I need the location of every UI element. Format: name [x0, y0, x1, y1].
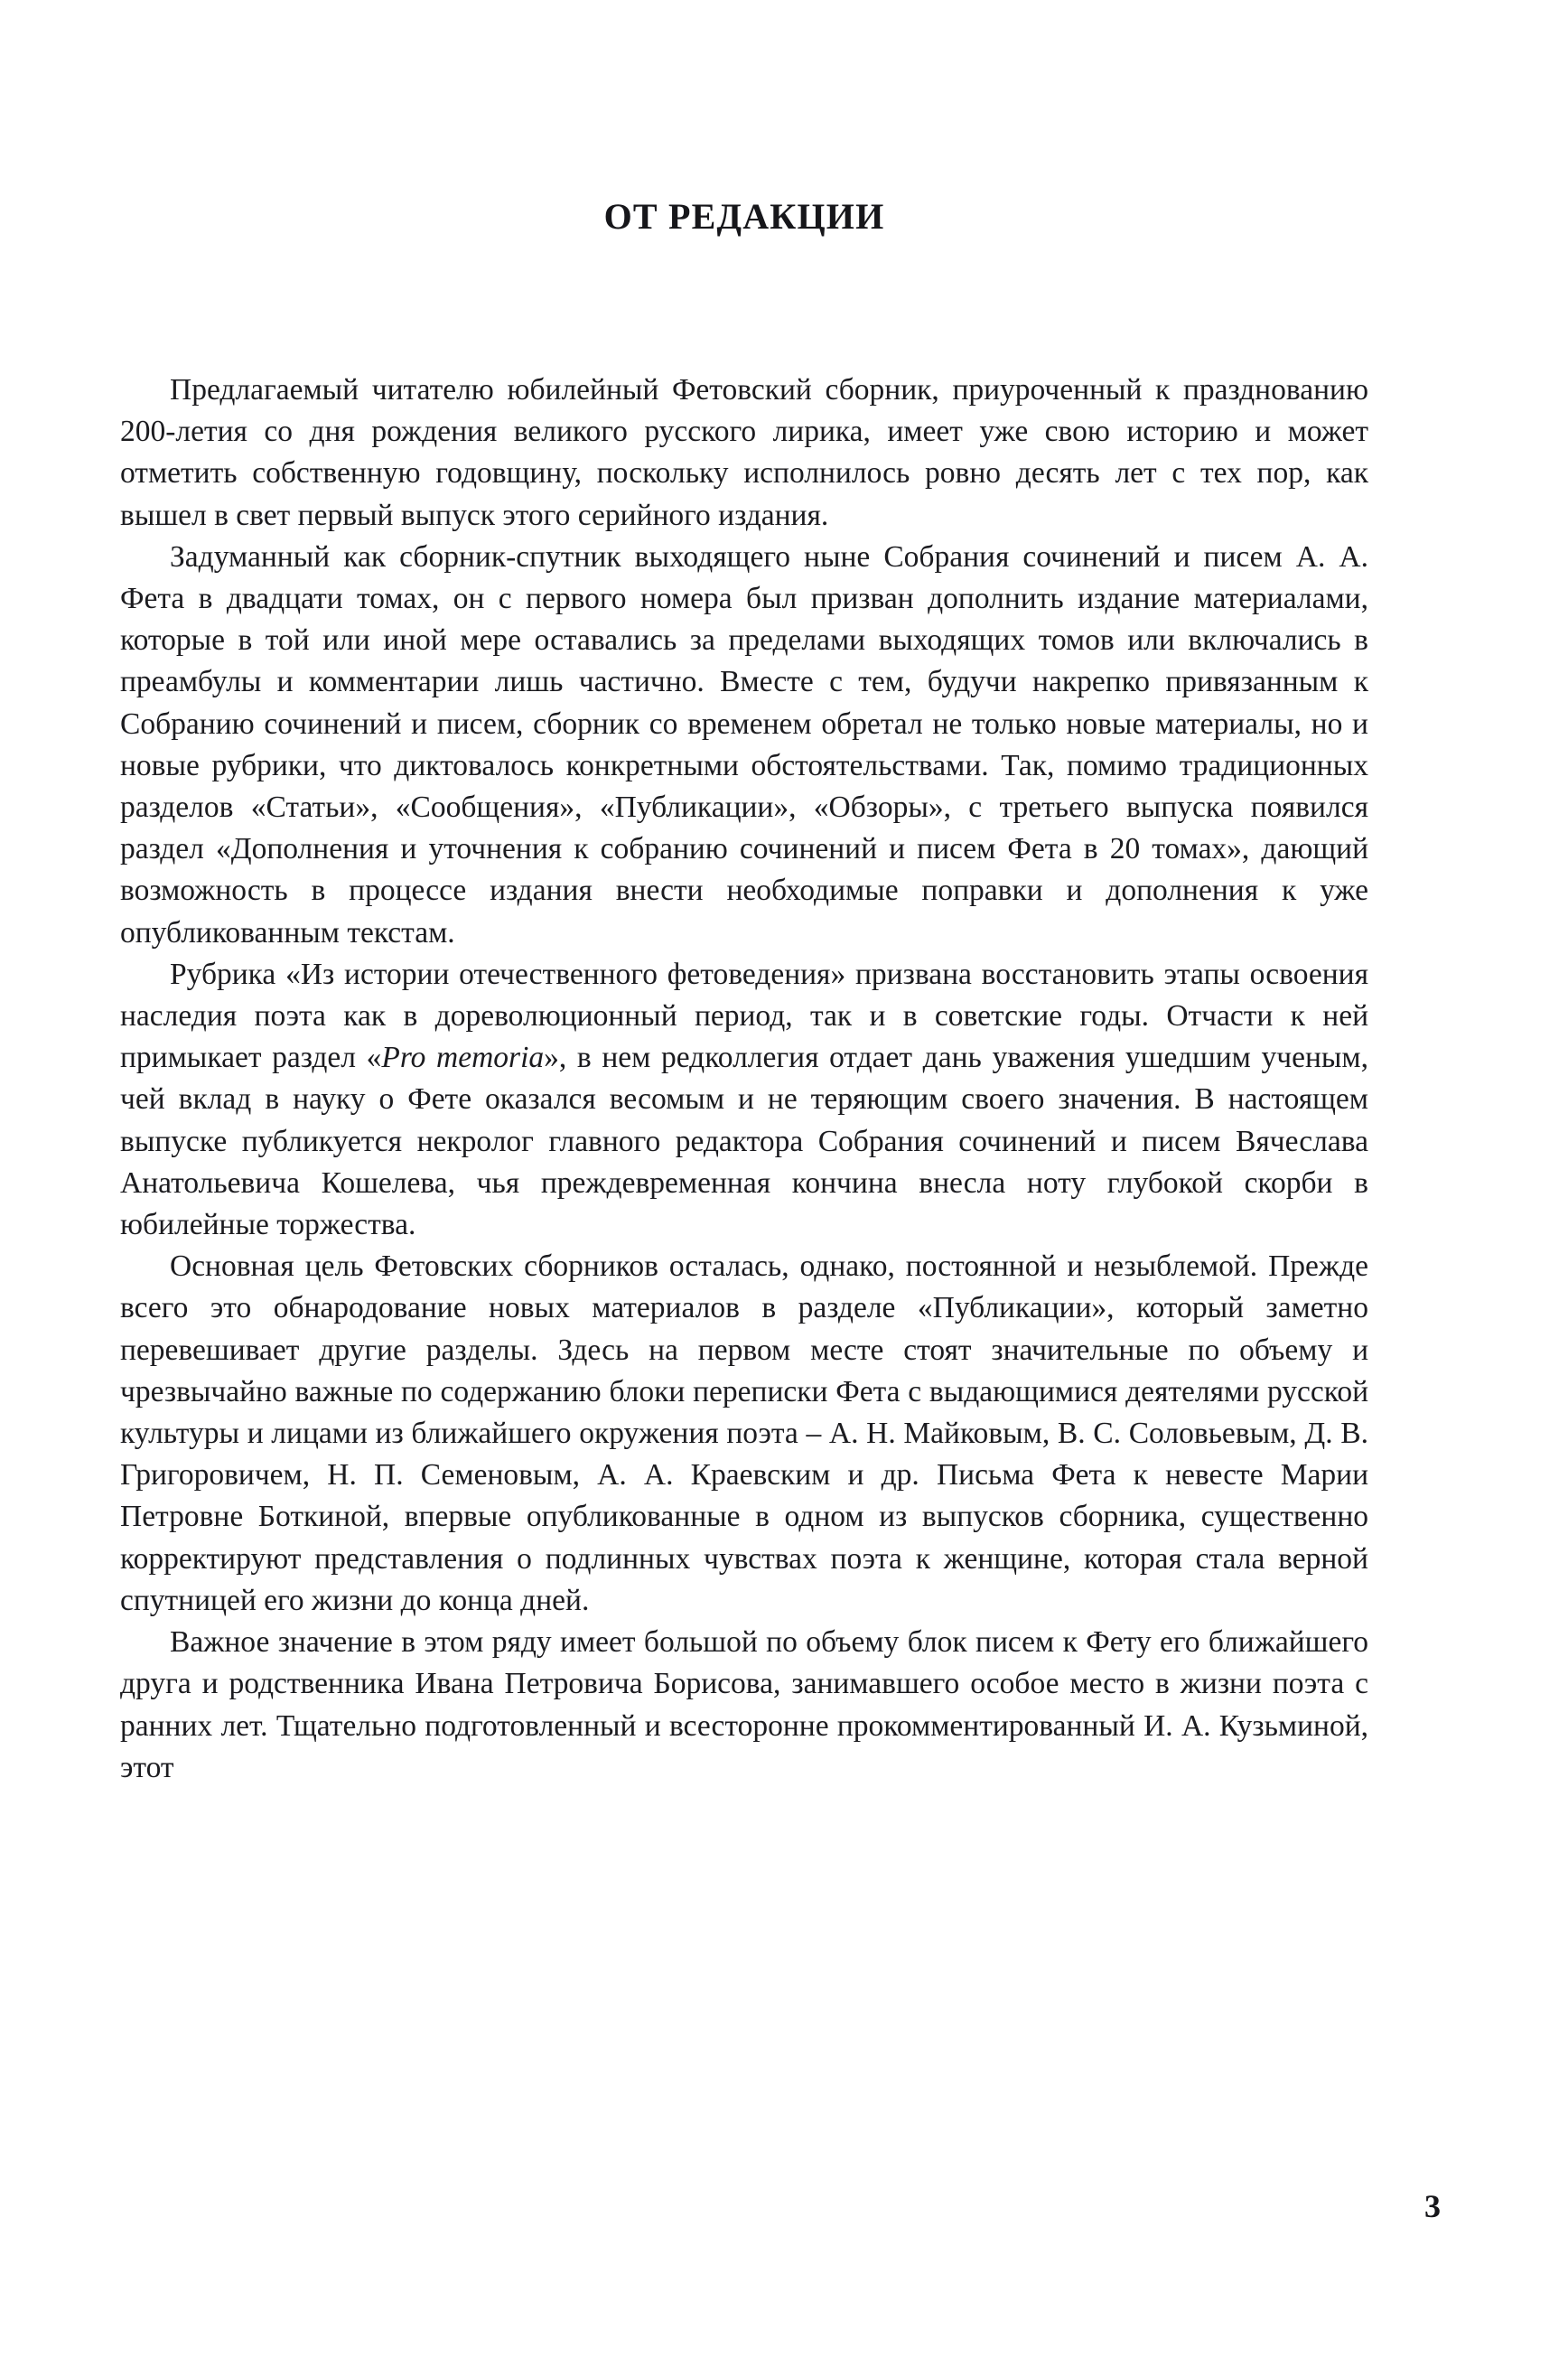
- page-number: 3: [1424, 2188, 1441, 2224]
- latin-phrase-pro-memoria: Pro memoria: [381, 1041, 545, 1075]
- text-column: [120, 0, 1368, 1789]
- paragraph-1: Предлагаемый читателю юбилейный Фетовский сборник, приуроченный к празднованию 200-летия со дня рождения великого русского лирика, имеет уже свою историю и может отметить собственную годовщину, поскольку исполнилось ровно десять лет с тех пор, как вышел в свет первый выпуск этого серийного издания.: [120, 373, 1368, 532]
- article-body: [120, 370, 1368, 1789]
- paragraph-5: Важное значение в этом ряду имеет большой по объему блок писем к Фету его ближайшего друга и родственника Ивана Петровича Борисова, занимавшего особое место в жизни поэта с ранних лет. Тщательно подготовленный и всесторонне прокомментированный И. А. Кузьминой, этот: [120, 1625, 1368, 1784]
- paragraph-3-text-before: Рубрика «Из истории отечественного фетоведения» призвана восстановить этапы освоения наследия поэта как в дореволюционный период, так и в советские годы. Отчасти к ней примыкает раздел «: [120, 957, 1368, 1075]
- paragraph-3-text-after: », в нем редколлегия отдает дань уважения ушедшим ученым, чей вклад в науку о Фете оказался весомым и не теряющим своего значения. В настоящем выпуске публикуется некролог главного редактора Собрания сочинений и писем Вячеслава Анатольевича Кошелева, чья преждевременная кончина внесла ноту глубокой скорби в юбилейные торжества.: [120, 1041, 1368, 1242]
- paragraph-4: Основная цель Фетовских сборников осталась, однако, постоянной и незыблемой. Прежде всего это обнародование новых материалов в разделе «Публикации», который заметно перевешивает другие разделы. Здесь на первом месте стоят значительные по объему и чрезвычайно важные по содержанию блоки переписки Фета с выдающимися деятелями русской культуры и лицами из ближайшего окружения поэта – А. Н. Майковым, В. С. Соловьевым, Д. В. Григоровичем, Н. П. Семеновым, А. А. Краевским и др. Письма Фета к невесте Марии Петровне Боткиной, впервые опубликованные в одном из выпусков сборника, существенно корректируют представления о подлинных чувствах поэта к женщине, которая стала верной спутницей его жизни до конца дней.: [120, 1249, 1368, 1617]
- paragraph-3: [120, 954, 1368, 1246]
- page-title: ОТ РЕДАКЦИИ: [603, 196, 885, 237]
- paragraph-2: Задуманный как сборник-спутник выходящего ныне Собрания сочинений и писем А. А. Фета в двадцати томах, он с первого номера был призван дополнить издание материалами, которые в той или иной мере оставались за пределами выходящих томов или включались в преамбулы и комментарии лишь частично. Вместе с тем, будучи накрепко привязанным к Собранию сочинений и писем, сборник со временем обретал не только новые материалы, но и новые рубрики, что диктовалось конкретными обстоятельствами. Так, помимо традиционных разделов «Статьи», «Сообщения», «Публикации», «Обзоры», с третьего выпуска появился раздел «Дополнения и уточнения к собранию сочинений и писем Фета в 20 томах», дающий возможность в процессе издания внести необходимые поправки и дополнения к уже опубликованным текстам.: [120, 539, 1368, 950]
